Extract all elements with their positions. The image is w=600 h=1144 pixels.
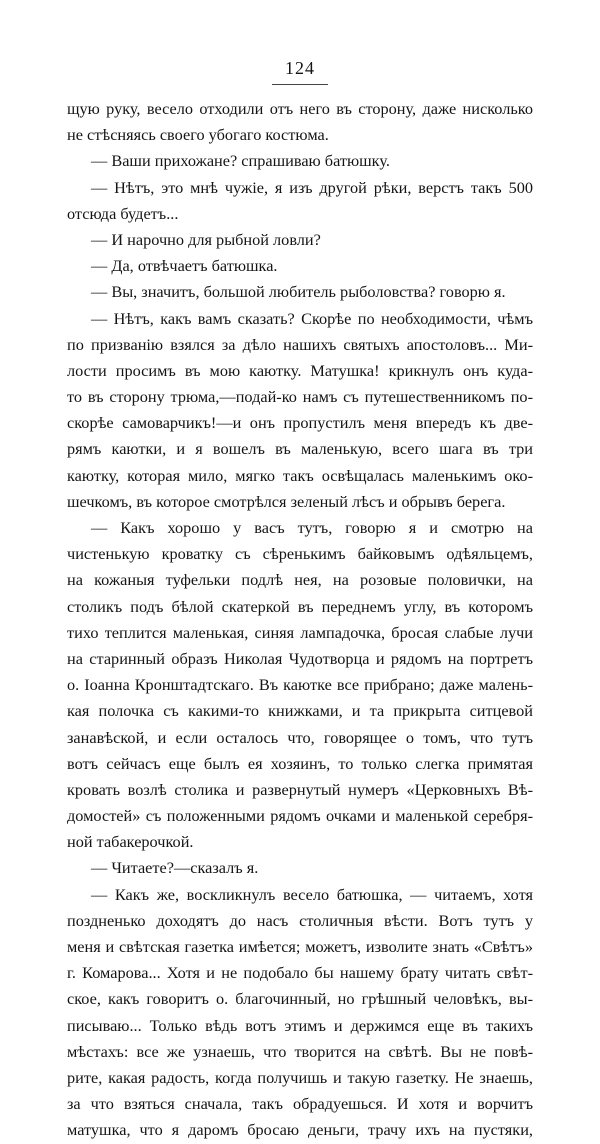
text-line: — Вы, значитъ, большой любитель рыболовства? говорю я.	[91, 282, 506, 302]
text-line: скорѣе самоварчикъ!—и онъ пропустилъ меня впередъ къ две-	[67, 413, 533, 433]
text-line: — Читаете?—сказалъ я.	[91, 858, 259, 878]
text-line: меня и свѣтская газетка имѣется; можетъ, изволите знать «Свѣтъ»	[67, 937, 533, 956]
text-line: — Какъ хорошо у васъ тутъ, говорю я и смотрю на	[91, 518, 533, 537]
text-line: — Да, отвѣчаетъ батюшка.	[91, 256, 278, 276]
text-line: на кожаныя туфельки подлѣ нея, на розовые половички, на	[67, 570, 533, 590]
text-line: то въ сторону трюма,—подай-ко намъ съ путешественникомъ по-	[67, 387, 533, 407]
text-line: на старинный образъ Николая Чудотворца и рядомъ на портретъ	[67, 648, 533, 668]
text-line: рите, какая радость, когда получишь и такую газетку. Не знаешь,	[67, 1067, 533, 1087]
text-line: отсюда будетъ...	[67, 203, 179, 223]
text-line: — Ваши прихожане? спрашиваю батюшку.	[91, 151, 390, 171]
text-line: по призванію взялся за дѣло нашихъ святыхъ апостоловъ... Ми-	[67, 334, 533, 354]
text-line: столикъ подъ бѣлой скатеркой въ переднемъ углу, въ которомъ	[67, 596, 533, 616]
text-line: тихо теплится маленькая, синяя лампадочка, бросая слабые лучи	[67, 622, 533, 642]
text-line: чистенькую кроватку съ сѣренькимъ байковымъ одѣяльцемъ,	[67, 544, 533, 564]
text-line: рямъ каютки, и я вошелъ въ маленькую, всего шага въ три	[67, 439, 533, 459]
page-number-rule	[272, 84, 328, 85]
text-line: каютку, которая мило, мягко такъ освѣщалась маленькимъ око-	[67, 465, 533, 485]
text-line: — Какъ же, воскликнулъ весело батюшка, — читаемъ, хотя	[91, 884, 533, 904]
text-line: мѣстахъ: все же узнаешь, что творится на свѣтѣ. Вы не повѣ-	[67, 1041, 533, 1061]
text-line: лости просимъ въ мою каютку. Матушка! крикнулъ онъ куда-	[67, 360, 533, 380]
text-line: кая полочка съ какими-то книжками, и та прикрыта ситцевой	[67, 701, 533, 721]
text-line: г. Комарова... Хотя и не подобало бы нашему брату читать свѣт-	[67, 963, 533, 983]
text-line: шечкомъ, въ которое смотрѣлся зеленый лѣсъ и обрывъ берега.	[67, 491, 506, 511]
text-line: матушка, что я даромъ бросаю деньги, трачу ихъ на пустяки,	[67, 1120, 533, 1140]
text-line: ной табакерочкой.	[67, 832, 194, 852]
page-text	[67, 96, 533, 1144]
text-line: ское, какъ говоритъ о. благочинный, но грѣшный человѣкъ, вы-	[67, 989, 533, 1009]
text-line: кровать возлѣ столика и развернутый нумеръ «Церковныхъ Вѣ-	[67, 779, 533, 799]
text-line: поздненько доходятъ до насъ столичныя вѣсти. Вотъ тутъ у	[67, 910, 533, 930]
text-line: — Нѣтъ, какъ вамъ сказать? Скорѣе по необходимости, чѣмъ	[91, 308, 533, 328]
text-line: — И нарочно для рыбной ловли?	[91, 229, 321, 249]
text-line: за что взяться сначала, такъ обрадуешься. И хотя и ворчитъ	[67, 1094, 533, 1114]
text-line: не стѣсняясь своего убогаго костюма.	[67, 125, 329, 145]
page-number: 124	[285, 58, 315, 78]
text-line: о. Іоанна Кронштадтскаго. Въ каютке все прибрано; даже малень-	[67, 675, 533, 695]
text-line: щую руку, весело отходили отъ него въ сторону, даже нисколько	[67, 99, 533, 118]
text-line: — Нѣтъ, это мнѣ чужіе, я изъ другой рѣки, верстъ такъ 500	[91, 177, 533, 197]
text-line: писываю... Только вѣдь вотъ этимъ и держимся еще въ такихъ	[67, 1015, 533, 1035]
text-line: вотъ сейчасъ еще былъ ея хозяинъ, то только слегка примятая	[67, 753, 533, 773]
text-line: занавѣской, и если осталось что, говорящее о томъ, что тутъ	[67, 727, 533, 747]
text-line: домостей» съ положенными рядомъ очками и маленькой серебря-	[67, 806, 533, 826]
